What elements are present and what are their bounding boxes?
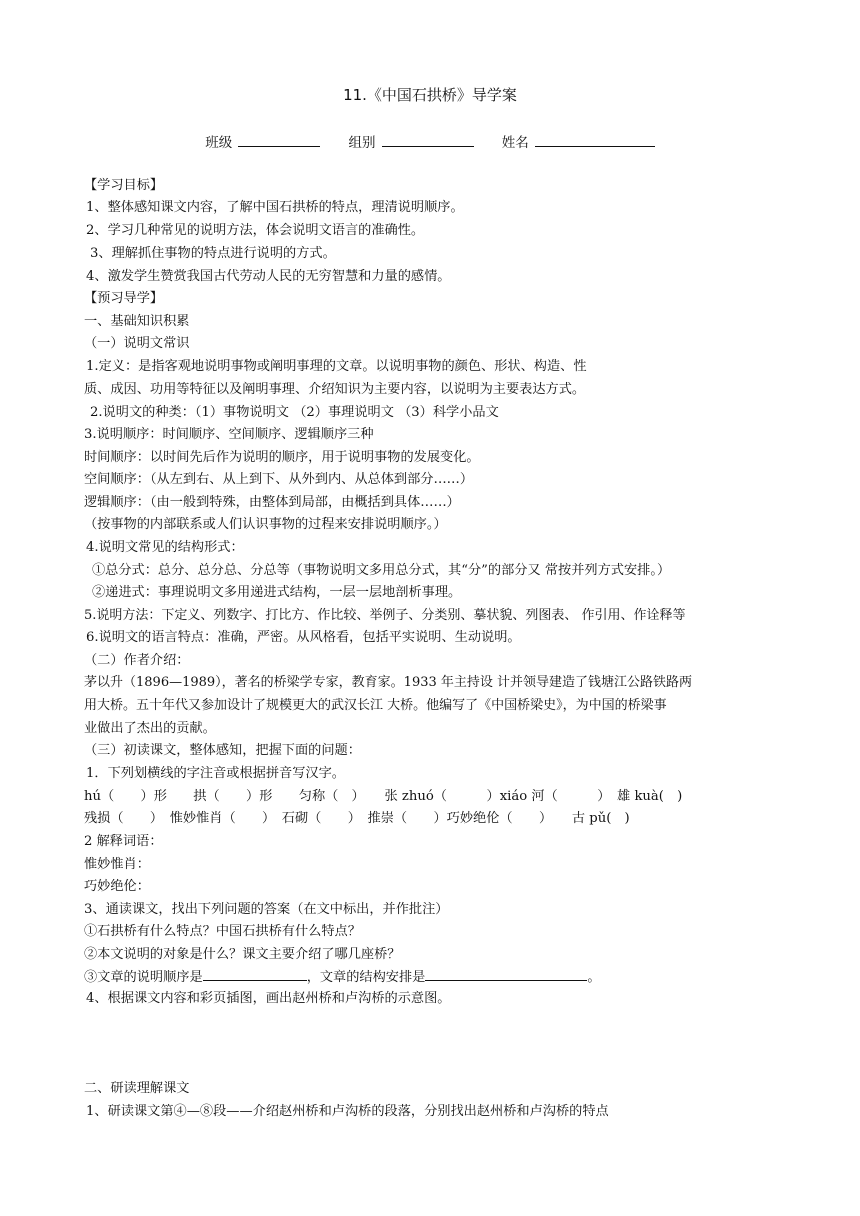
body-line: ①总分式：总分、总分总、分总等（事物说明文多用总分式，其“分”的部分又 常按并列方式安排。） (92, 563, 671, 578)
document-title: 11.《中国石拱桥》导学案 (343, 86, 517, 104)
question-text: 。 (587, 970, 601, 985)
body-line: （按事物的内部联系或人们认识事物的过程来安排说明顺序。） (84, 517, 447, 532)
author-paragraph: 茅以升（1896—1989），著名的桥梁学专家，教育家。1933 年主持设 计并领导建造了钱塘江公路铁路两 (84, 675, 693, 690)
section-heading-preview: 【预习导学】 (84, 291, 164, 306)
body-line: 3.说明顺序：时间顺序、空间顺序、逻辑顺序三种 (84, 427, 374, 442)
question-line: 4、根据课文内容和彩页插图，画出赵州桥和卢沟桥的示意图。 (86, 991, 451, 1006)
fill-blank-question (84, 968, 601, 987)
answer-blank[interactable] (425, 968, 587, 981)
name-blank[interactable] (535, 133, 655, 147)
answer-blank[interactable] (203, 968, 307, 981)
subheading: （一）说明文常识 (84, 336, 190, 351)
question-line: 3、通读课文，找出下列问题的答案（在文中标出，并作批注） (84, 902, 449, 917)
question-line: 惟妙惟肖： (84, 857, 150, 872)
student-info-row (0, 131, 860, 151)
body-line: 4.说明文常见的结构形式： (86, 540, 244, 555)
group-blank[interactable] (382, 133, 474, 147)
body-line: 空间顺序：（从左到右、从上到下、从外到内、从总体到部分……） (84, 472, 474, 487)
question-line: ②本文说明的对象是什么？课文主要介绍了哪几座桥？ (84, 947, 401, 962)
question-line: ①石拱桥有什么特点？中国石拱桥有什么特点？ (84, 924, 361, 939)
question-line: 巧妙绝伦： (84, 879, 150, 894)
body-line: 2.说明文的种类：（1）事物说明文 （2）事理说明文 （3）科学小品文 (90, 405, 499, 420)
pinyin-exercise-line: hú（ ）形 拱（ ）形 匀称（ ） 张 zhuó（ ）xiáo 河（ ） 雄 kuà( ) (84, 789, 683, 804)
class-label: 班级 (205, 135, 233, 151)
name-label: 姓名 (501, 135, 529, 151)
objective-line: 3、理解抓住事物的特点进行说明的方式。 (90, 246, 336, 261)
body-line: 5.说明方法：下定义、列数字、打比方、作比较、举例子、分类别、摹状貌、列图表、 作引用、作诠释等 (84, 608, 686, 623)
section-heading-objectives: 【学习目标】 (84, 178, 164, 193)
question-line: 1、研读课文第④—⑧段——介绍赵州桥和卢沟桥的段落，分别找出赵州桥和卢沟桥的特点 (86, 1104, 609, 1119)
question-line: 1．下列划横线的字注音或根据拼音写汉字。 (86, 766, 345, 781)
author-paragraph: 业做出了杰出的贡献。 (84, 721, 216, 736)
subheading: （二）作者介绍： (84, 653, 190, 668)
question-text: ③文章的说明顺序是 (84, 970, 203, 985)
objective-line: 1、整体感知课文内容，了解中国石拱桥的特点，理清说明顺序。 (86, 200, 464, 215)
body-line: ②递进式：事理说明文多用递进式结构，一层一层地剖析事理。 (92, 585, 462, 600)
objective-line: 4、激发学生赞赏我国古代劳动人民的无穷智慧和力量的感情。 (86, 269, 451, 284)
group-label: 组别 (348, 135, 376, 151)
class-blank[interactable] (238, 133, 320, 147)
body-line: 1.定义：是指客观地说明事物或阐明事理的文章。以说明事物的颜色、形状、构造、性 (86, 359, 587, 374)
section-heading: 二、研读理解课文 (84, 1081, 190, 1096)
objective-line: 2、学习几种常见的说明方法，体会说明文语言的准确性。 (86, 223, 425, 238)
subheading: 一、基础知识积累 (84, 314, 190, 329)
body-line: 逻辑顺序：（由一般到特殊，由整体到局部，由概括到具体……） (84, 495, 460, 510)
body-line: 时间顺序：以时间先后作为说明的顺序，用于说明事物的发展变化。 (84, 450, 480, 465)
subheading: （三）初读课文，整体感知，把握下面的问题： (84, 743, 361, 758)
pinyin-exercise-line: 残损（ ） 惟妙惟肖（ ） 石砌（ ） 推崇（ ）巧妙绝伦（ ） 古 pǔ( ) (84, 811, 630, 826)
question-text: ，文章的结构安排是 (306, 970, 426, 985)
question-line: 2 解释词语： (84, 834, 163, 849)
body-line: 6.说明文的语言特点：准确，严密。从风格看，包括平实说明、生动说明。 (86, 630, 521, 645)
author-paragraph: 用大桥。五十年代又参加设计了规模更大的武汉长江 大桥。他编写了《中国桥梁史》，为中国的桥梁事 (84, 698, 667, 713)
body-line: 质、成因、功用等特征以及阐明事理、介绍知识为主要内容，以说明为主要表达方式。 (84, 382, 586, 397)
